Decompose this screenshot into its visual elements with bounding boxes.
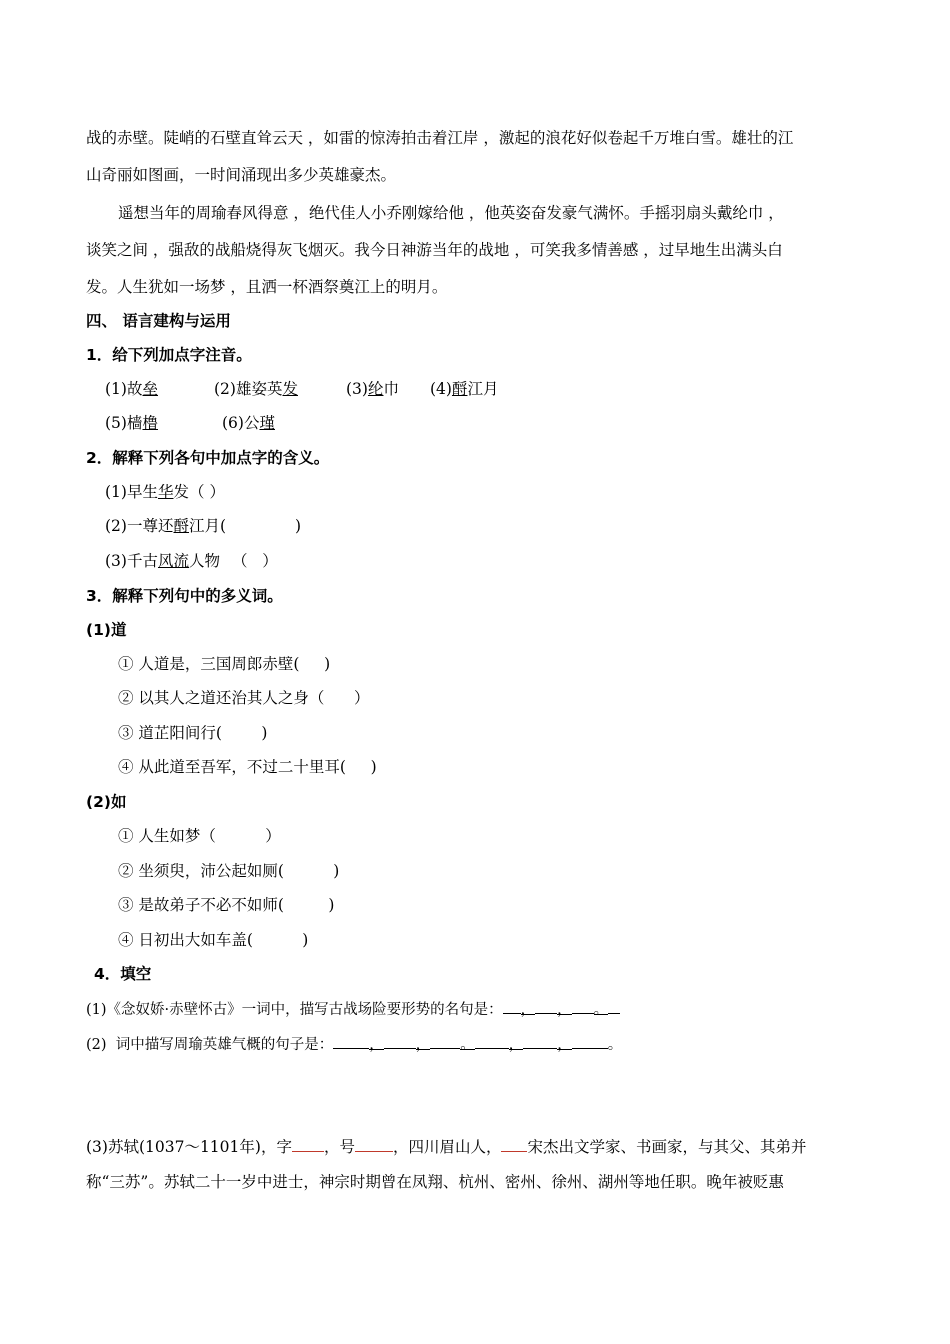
q2-item-num: (2) bbox=[105, 517, 127, 535]
fill-blank[interactable] bbox=[608, 999, 620, 1014]
q1-item-text: 樯 bbox=[126, 414, 143, 432]
q3-group-label: (1)道 bbox=[86, 621, 127, 639]
q3-item[interactable]: ④ 日初出大如车盖( ) bbox=[118, 931, 309, 949]
dotted-char: 垒 bbox=[142, 380, 158, 398]
translation-line-3: 遥想当年的周瑜春风得意 ，绝代佳人小乔刚嫁给他 ，他英姿奋发豪气满怀。手摇羽扇头戴纶巾 ， bbox=[118, 204, 784, 222]
q4-sentence-3-line-2: 称“三苏”。苏轼二十一岁中进士，神宗时期曾在凤翔、杭州、密州、徐州、湖州等地任职。晚年被贬惠 bbox=[86, 1173, 784, 1191]
q1-item-num: (2) bbox=[214, 380, 236, 398]
fill-blank-mark: ， bbox=[520, 1002, 536, 1018]
q1-item-text: 故 bbox=[126, 380, 143, 398]
q1-item bbox=[214, 379, 298, 399]
q1-item bbox=[105, 413, 158, 433]
q4-sentence-2 bbox=[86, 1034, 622, 1055]
fill-blank[interactable] bbox=[292, 1137, 324, 1152]
q4-text: (3)苏轼(1037～1101年)，字 bbox=[86, 1138, 292, 1156]
fill-blank[interactable] bbox=[523, 1034, 557, 1049]
dotted-char: 橹 bbox=[142, 414, 158, 432]
dotted-char: 发 bbox=[282, 380, 298, 398]
dotted-char: 华 bbox=[157, 483, 174, 501]
fill-blank-mark: 。 bbox=[460, 1037, 475, 1053]
fill-blank-mark: 。 bbox=[593, 1002, 609, 1018]
translation-line-5: 发。人生犹如一场梦 ，且洒一杯酒祭奠江上的明月。 bbox=[86, 278, 448, 296]
q1-item bbox=[222, 413, 275, 433]
fill-blank[interactable] bbox=[475, 1034, 509, 1049]
q2-item-text: 一尊还 bbox=[126, 517, 174, 535]
q4-text: (1)《念奴娇·赤壁怀古》一词中，描写古战场险要形势的名句是： bbox=[86, 1002, 503, 1018]
fill-blank[interactable] bbox=[535, 999, 557, 1014]
q2-item-text: 早生 bbox=[126, 483, 158, 501]
fill-blank-mark: ， bbox=[369, 1037, 384, 1053]
q4-sentence-1 bbox=[86, 999, 620, 1020]
fill-blank-mark: ， bbox=[508, 1037, 524, 1053]
dotted-char: 酹 bbox=[173, 517, 189, 535]
fill-blank[interactable] bbox=[572, 1034, 608, 1049]
q2-title: 2．解释下列各句中加点字的含义。 bbox=[86, 449, 330, 467]
q2-item bbox=[105, 516, 301, 536]
q2-item-text: 江月 bbox=[189, 517, 221, 535]
q1-item-text: 雄姿英 bbox=[235, 380, 283, 398]
q2-item-text: 人物 bbox=[189, 552, 221, 570]
section-title: 四、 语言建构与运用 bbox=[86, 312, 231, 330]
q2-item-num: (3) bbox=[105, 552, 127, 570]
q2-item-num: (1) bbox=[105, 483, 127, 501]
q3-item[interactable]: ① 人道是，三国周郎赤壁( ) bbox=[118, 655, 331, 673]
q1-item bbox=[105, 379, 158, 399]
q3-group-label: (2)如 bbox=[86, 793, 127, 811]
fill-blank[interactable] bbox=[503, 999, 521, 1014]
fill-blank-mark: ， bbox=[557, 1037, 572, 1053]
fill-blank[interactable] bbox=[333, 1034, 369, 1049]
q1-item bbox=[430, 379, 499, 399]
translation-line-1: 战的赤壁。陡峭的石壁直耸云天 ，如雷的惊涛拍击着江岸 ，激起的浪花好似卷起千万堆白雪。雄壮的江 bbox=[86, 129, 794, 147]
q4-text: ，号 bbox=[323, 1138, 355, 1156]
q4-end-mark: 。 bbox=[607, 1037, 623, 1053]
fill-blank[interactable] bbox=[355, 1137, 393, 1152]
q1-item-num: (4) bbox=[430, 380, 452, 398]
fill-blank-mark: ， bbox=[415, 1037, 431, 1053]
q1-item-text: 巾 bbox=[383, 380, 399, 398]
q3-item[interactable]: ① 人生如梦（ ） bbox=[118, 827, 281, 845]
dotted-char: 纶 bbox=[367, 380, 384, 398]
q2-item bbox=[105, 482, 225, 502]
translation-line-4: 谈笑之间 ，强敌的战船烧得灰飞烟灭。我今日神游当年的战地 ，可笑我多情善感 ，过早地生出满头白 bbox=[86, 241, 783, 259]
answer-blank[interactable]: （ ） bbox=[189, 483, 225, 501]
fill-blank[interactable] bbox=[501, 1137, 527, 1152]
q4-text: ，四川眉山人， bbox=[392, 1138, 502, 1156]
q1-item-num: (6) bbox=[222, 414, 244, 432]
q1-item-text: 江月 bbox=[467, 380, 499, 398]
q4-sentence-3 bbox=[86, 1137, 807, 1157]
q3-title: 3．解释下列句中的多义词。 bbox=[86, 587, 283, 605]
q3-item[interactable]: ④ 从此道至吾军，不过二十里耳( ) bbox=[118, 758, 377, 776]
q1-item-num: (5) bbox=[105, 414, 127, 432]
dotted-char: 风流 bbox=[157, 552, 189, 570]
q4-title: 4．填空 bbox=[94, 965, 152, 983]
fill-blank[interactable] bbox=[572, 999, 594, 1014]
q3-item[interactable]: ③ 道芷阳间行( ) bbox=[118, 724, 268, 742]
q1-item bbox=[346, 379, 399, 399]
q3-item[interactable]: ② 以其人之道还治其人之身（ ） bbox=[118, 689, 370, 707]
q2-item-text: 千古 bbox=[126, 552, 158, 570]
q3-item[interactable]: ③ 是故弟子不必不如师( ) bbox=[118, 896, 335, 914]
fill-blank[interactable] bbox=[384, 1034, 416, 1049]
q3-item[interactable]: ② 坐须臾，沛公起如厕( ) bbox=[118, 862, 340, 880]
answer-blank[interactable]: ( ) bbox=[220, 517, 302, 535]
answer-blank[interactable]: （ ） bbox=[232, 552, 278, 570]
q4-text: 宋杰出文学家、书画家，与其父、其弟并 bbox=[527, 1138, 807, 1156]
dotted-char: 酹 bbox=[451, 380, 468, 398]
q1-title: 1．给下列加点字注音。 bbox=[86, 346, 252, 364]
q1-item-num: (3) bbox=[346, 380, 368, 398]
fill-blank-mark: ， bbox=[557, 1002, 572, 1018]
q2-item-text: 发 bbox=[173, 483, 190, 501]
translation-line-2: 山奇丽如图画，一时间涌现出多少英雄豪杰。 bbox=[86, 166, 397, 184]
q1-item-num: (1) bbox=[105, 380, 127, 398]
fill-blank[interactable] bbox=[430, 1034, 460, 1049]
dotted-char: 瑾 bbox=[259, 414, 275, 432]
q2-item bbox=[105, 551, 278, 571]
q1-item-text: 公 bbox=[243, 414, 260, 432]
q4-text: (2) 词中描写周瑜英雄气概的句子是： bbox=[86, 1037, 334, 1053]
